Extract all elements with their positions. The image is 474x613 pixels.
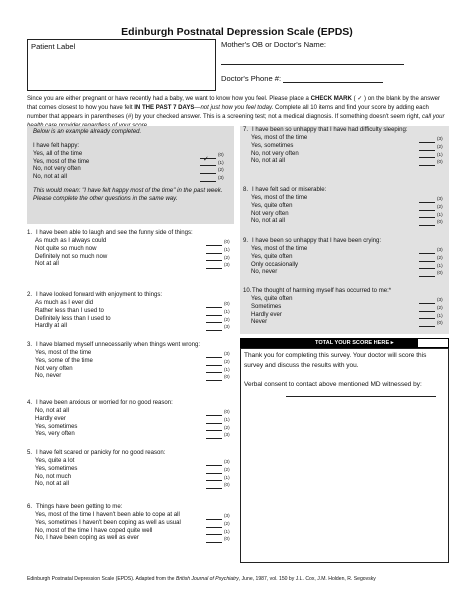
- answer-option: [35, 528, 234, 536]
- answer-blank[interactable]: [206, 248, 222, 254]
- question-1: [27, 230, 234, 269]
- answer-blank[interactable]: [206, 317, 222, 323]
- question-text: I have been so unhappy that I have had difficulty sleeping:: [252, 127, 408, 133]
- answer-label: Yes, most of the time I haven't been able to cope at all: [35, 511, 180, 518]
- answer-label: Sometimes: [251, 303, 282, 310]
- question-text: I have been anxious or worried for no good reason:: [36, 400, 173, 406]
- question-number: 1.: [27, 230, 33, 236]
- example-meaning: This would mean: "I have felt happy most of the time" in the past week. Please complete the other questions in the same way.: [33, 188, 223, 202]
- answer-label: Yes, quite often: [251, 253, 293, 260]
- answer-options: [243, 195, 447, 226]
- thank-you-text: Thank you for completing this survey. Your doctor will score this survey and discuss the results with you.: [244, 352, 427, 369]
- answer-label: No, not at all: [35, 407, 69, 414]
- answer-score: (3): [218, 175, 224, 181]
- answer-score: (3): [437, 296, 443, 302]
- answer-option: [33, 156, 228, 167]
- question-text: I have felt sad or miserable:: [252, 187, 327, 193]
- phone-row: [221, 74, 383, 83]
- check-mark-icon: ✓: [203, 156, 209, 164]
- answer-option: [251, 203, 447, 211]
- answer-score: (3): [224, 262, 230, 268]
- answer-option: [251, 246, 447, 254]
- answer-label: Yes, most of the time: [251, 134, 308, 141]
- answer-option: [35, 431, 234, 439]
- answer-score: (1): [224, 246, 230, 252]
- answer-score: (3): [224, 512, 230, 518]
- answer-score: (3): [437, 195, 443, 201]
- question-number: 3.: [27, 342, 33, 348]
- answer-score: (2): [437, 143, 443, 149]
- question-heading: [27, 342, 234, 350]
- answer-option: [251, 218, 447, 226]
- question-7: [243, 127, 447, 166]
- answer-label: Yes, quite often: [251, 202, 293, 209]
- answer-label: Definitely less than I used to: [35, 315, 111, 322]
- answer-option: [251, 195, 447, 203]
- answer-label: Yes, most of the time: [251, 245, 308, 252]
- answer-blank[interactable]: [206, 425, 222, 431]
- answer-option: [251, 269, 447, 277]
- answer-option: [251, 254, 447, 262]
- question-number: 5.: [27, 450, 33, 456]
- answer-label: Yes, sometimes: [251, 142, 294, 149]
- answer-option: [35, 261, 234, 269]
- answer-option: [35, 416, 234, 424]
- patient-label: Patient Label: [31, 42, 76, 51]
- answer-label: No, not at all: [251, 158, 285, 165]
- answer-score: (0): [224, 300, 230, 306]
- answer-blank[interactable]: [206, 410, 222, 416]
- answer-blank[interactable]: [200, 168, 216, 174]
- answer-blank[interactable]: [419, 248, 435, 254]
- answer-options: [27, 350, 234, 381]
- answer-label: Not quite so much now: [35, 245, 97, 252]
- answer-option: [251, 211, 447, 219]
- answer-option: [35, 512, 234, 520]
- answer-label: Yes, all of the time: [33, 150, 83, 157]
- answer-option: [33, 166, 228, 174]
- answer-label: Never: [251, 319, 268, 326]
- phone-field[interactable]: [283, 75, 383, 83]
- answer-label: As much as I always could: [35, 237, 107, 244]
- answer-score: (2): [224, 424, 230, 430]
- answer-options: [243, 135, 447, 166]
- question-number: 2.: [27, 292, 33, 298]
- question-number: 4.: [27, 400, 33, 406]
- answer-label: Yes, quite often: [251, 295, 293, 302]
- answer-option: [35, 308, 234, 316]
- answer-score: (3): [224, 458, 230, 464]
- answer-blank[interactable]: [200, 156, 216, 166]
- intro-text-4: Complete all 10 items and find your score by adding each number that appears in parentheses (#) by your checked answer. This is a screening test; not a medical diagnosis. If something doesn't seem right,: [27, 104, 429, 120]
- answer-option: [35, 458, 234, 466]
- answer-label: Yes, sometimes: [35, 423, 78, 430]
- answer-score: (2): [437, 254, 443, 260]
- answer-score: (3): [224, 432, 230, 438]
- example-options: [33, 151, 228, 182]
- answer-option: [35, 424, 234, 432]
- question-6: [27, 504, 234, 543]
- answer-label: No, not much: [35, 473, 71, 480]
- answer-blank[interactable]: [206, 240, 222, 246]
- intro-text-2: ( ✓ ) on the blank by the answer that comes closest to how you have felt: [27, 96, 441, 111]
- answer-score: (3): [224, 350, 230, 356]
- answer-label: No, never: [251, 269, 278, 276]
- ob-name-field[interactable]: [221, 64, 404, 65]
- question-9: [243, 238, 447, 277]
- intro-past-7-days: IN THE PAST 7 DAYS: [134, 104, 195, 111]
- phone-label: Doctor's Phone #:: [221, 74, 282, 83]
- answer-score: (0): [437, 320, 443, 326]
- answer-blank[interactable]: [419, 205, 435, 211]
- question-number: 7.: [243, 127, 249, 133]
- answer-option: [251, 312, 447, 320]
- answer-blank[interactable]: [419, 256, 435, 262]
- answer-blank[interactable]: [419, 271, 435, 277]
- answer-option: [35, 520, 234, 528]
- answer-blank[interactable]: [206, 433, 222, 439]
- answer-score: (0): [224, 238, 230, 244]
- answer-option: [251, 319, 447, 327]
- ob-name-label: Mother's OB or Doctor's Name:: [221, 40, 327, 49]
- question-heading: [243, 187, 447, 195]
- answer-blank[interactable]: [206, 263, 222, 269]
- answer-options: [27, 408, 234, 439]
- answer-option: [251, 262, 447, 270]
- answer-label: No, not at all: [251, 218, 285, 225]
- answer-label: No, not at all: [35, 481, 69, 488]
- answer-option: [251, 151, 447, 159]
- answer-option: [35, 474, 234, 482]
- answer-option: [251, 296, 447, 304]
- question-heading: [27, 292, 234, 300]
- question-heading: [27, 400, 234, 408]
- question-3: [27, 342, 234, 381]
- answer-score: (1): [437, 312, 443, 318]
- answer-options: [27, 300, 234, 331]
- answer-blank[interactable]: [419, 263, 435, 269]
- answer-score: (0): [224, 408, 230, 414]
- thank-you-box: [240, 348, 449, 563]
- answer-option: [35, 466, 234, 474]
- answer-score: (2): [437, 304, 443, 310]
- answer-options: [243, 246, 447, 277]
- question-number: 8.: [243, 187, 249, 193]
- answer-label: Rather less than I used to: [35, 307, 104, 314]
- answer-blank[interactable]: [419, 160, 435, 166]
- answer-options: [27, 458, 234, 489]
- answer-blank[interactable]: [206, 255, 222, 261]
- answer-label: Not very often: [35, 365, 73, 372]
- answer-blank[interactable]: [206, 418, 222, 424]
- answer-score: (2): [224, 466, 230, 472]
- question-2: [27, 292, 234, 331]
- answer-blank[interactable]: [206, 302, 222, 308]
- answer-option: [35, 481, 234, 489]
- answer-label: Definitely not so much now: [35, 253, 108, 260]
- example-box: [27, 126, 234, 224]
- question-heading: [27, 230, 234, 238]
- answer-score: (1): [218, 159, 224, 165]
- question-number: 10.: [243, 288, 252, 294]
- question-heading: [243, 238, 447, 246]
- answer-blank[interactable]: [206, 360, 222, 366]
- question-heading: [243, 127, 447, 135]
- answer-blank[interactable]: [206, 514, 222, 520]
- answer-label: Yes, most of the time: [33, 158, 90, 165]
- answer-label: No, never: [35, 373, 62, 380]
- answer-blank[interactable]: [206, 483, 222, 489]
- answer-blank[interactable]: [419, 197, 435, 203]
- answer-label: No, not at all: [33, 174, 67, 181]
- answer-option: [33, 151, 228, 159]
- footer-text-1: Edinburgh Postnatal Depression Scale (EPDS). Adapted from the: [27, 576, 176, 582]
- answer-options: [27, 512, 234, 543]
- total-score-label: TOTAL YOUR SCORE HERE ▸: [315, 340, 394, 346]
- answer-score: (0): [437, 270, 443, 276]
- intro-dash: —: [194, 104, 201, 111]
- question-text: I have looked forward with enjoyment to things:: [36, 292, 163, 298]
- answer-label: Yes, most of the time: [251, 194, 308, 201]
- answer-score: (1): [224, 366, 230, 372]
- answer-score: (2): [224, 520, 230, 526]
- answer-option: [35, 316, 234, 324]
- answer-score: (2): [224, 254, 230, 260]
- answer-option: [35, 366, 234, 374]
- answer-blank[interactable]: [419, 145, 435, 151]
- footer-citation: [27, 576, 376, 582]
- answer-option: [35, 254, 234, 262]
- answer-score: (1): [224, 528, 230, 534]
- answer-score: (1): [437, 151, 443, 157]
- answer-label: No, not very often: [33, 166, 81, 173]
- answer-label: As much as I ever did: [35, 299, 94, 306]
- answer-option: [35, 358, 234, 366]
- answer-score: (1): [437, 262, 443, 268]
- answer-score: (2): [224, 316, 230, 322]
- footer-text-2: , June, 1987, vol. 150 by J.L. Cox, J.M. Holden, R. Segovsky: [238, 576, 376, 582]
- answer-options: [243, 296, 447, 327]
- answer-score: (0): [224, 536, 230, 542]
- patient-label-box[interactable]: [27, 39, 216, 91]
- example-heading: Below is an example already completed.: [33, 129, 142, 135]
- answer-score: (0): [218, 151, 224, 157]
- answer-blank[interactable]: [206, 529, 222, 535]
- answer-option: [35, 535, 234, 543]
- answer-blank[interactable]: [419, 152, 435, 158]
- answer-option: [251, 304, 447, 312]
- question-text: I have been able to laugh and see the funny side of things:: [36, 230, 193, 236]
- answer-score: (1): [224, 474, 230, 480]
- answer-label: Hardly ever: [251, 311, 282, 318]
- answer-option: [35, 300, 234, 308]
- answer-option: [251, 143, 447, 151]
- answer-label: Hardly at all: [35, 323, 67, 330]
- answer-label: Hardly ever: [35, 415, 66, 422]
- answer-blank[interactable]: [206, 537, 222, 543]
- question-text: Things have been getting to me:: [36, 504, 123, 510]
- answer-label: Not very often: [251, 210, 289, 217]
- answer-blank[interactable]: [419, 137, 435, 143]
- answer-score: (1): [437, 211, 443, 217]
- answer-blank[interactable]: [206, 367, 222, 373]
- answer-blank[interactable]: [419, 220, 435, 226]
- answer-option: [35, 238, 234, 246]
- question-number: 6.: [27, 504, 33, 510]
- answer-label: No, most of the time I have coped quite well: [35, 527, 153, 534]
- answer-blank[interactable]: [206, 475, 222, 481]
- answer-score: (0): [437, 159, 443, 165]
- answer-option: [35, 408, 234, 416]
- answer-score: (3): [437, 135, 443, 141]
- intro-check-mark: CHECK MARK: [310, 96, 352, 102]
- answer-score: (1): [224, 416, 230, 422]
- answer-blank[interactable]: [206, 522, 222, 528]
- question-number: 9.: [243, 238, 249, 244]
- answer-label: Yes, quite a lot: [35, 457, 75, 464]
- answer-blank[interactable]: [206, 325, 222, 331]
- question-8: [243, 187, 447, 226]
- question-text: The thought of harming myself has occurred to me:*: [252, 288, 392, 294]
- question-10: [243, 288, 447, 327]
- page-title: Edinburgh Postnatal Depression Scale (EPDS): [121, 26, 353, 38]
- answer-option: [35, 246, 234, 254]
- answer-option: [35, 350, 234, 358]
- answer-option: [35, 373, 234, 381]
- footer-journal: British Journal of Psychiatry: [175, 576, 239, 582]
- answer-score: (0): [224, 374, 230, 380]
- answer-score: (0): [437, 219, 443, 225]
- answer-score: (3): [224, 324, 230, 330]
- answer-blank[interactable]: [206, 468, 222, 474]
- answer-option: [35, 323, 234, 331]
- answer-score: (0): [224, 482, 230, 488]
- total-score-field[interactable]: [417, 338, 449, 348]
- answer-label: Yes, most of the time: [35, 349, 92, 356]
- question-4: [27, 400, 234, 439]
- total-score-bar: [240, 338, 449, 348]
- question-text: I have blamed myself unnecessarily when things went wrong:: [36, 342, 201, 348]
- answer-blank[interactable]: [206, 352, 222, 358]
- answer-label: Yes, very often: [35, 431, 75, 438]
- answer-score: (2): [437, 203, 443, 209]
- witness-signature-field[interactable]: [286, 390, 436, 397]
- answer-blank[interactable]: [419, 321, 435, 327]
- answer-label: Only occasionally: [251, 261, 299, 268]
- example-question: I have felt happy:: [33, 142, 80, 149]
- question-text: I have been so unhappy that I have been crying:: [252, 238, 382, 244]
- answer-options: [27, 238, 234, 269]
- answer-label: Yes, sometimes: [35, 465, 78, 472]
- answer-score: (2): [224, 358, 230, 364]
- intro-not-just: not just how you feel today.: [200, 104, 274, 111]
- answer-option: [251, 158, 447, 166]
- intro-text-1: Since you are either pregnant or have recently had a baby, we want to know how you feel. Please place a: [27, 96, 311, 102]
- question-5: [27, 450, 234, 489]
- answer-score: (1): [224, 308, 230, 314]
- answer-label: Yes, sometimes I haven't been coping as well as usual: [35, 519, 181, 526]
- question-heading: [27, 504, 234, 512]
- answer-label: No, not very often: [251, 150, 299, 157]
- question-heading: [27, 450, 234, 458]
- answer-blank[interactable]: [419, 298, 435, 304]
- answer-blank[interactable]: [206, 375, 222, 381]
- answer-option: [33, 174, 228, 182]
- answer-score: (2): [218, 167, 224, 173]
- answer-blank[interactable]: [419, 313, 435, 319]
- question-text: I have felt scared or panicky for no good reason:: [36, 450, 166, 456]
- answer-label: Yes, some of the time: [35, 357, 93, 364]
- answer-label: No, I have been coping as well as ever: [35, 535, 139, 542]
- answer-label: Not at all: [35, 261, 59, 268]
- answer-blank[interactable]: [206, 460, 222, 466]
- answer-blank[interactable]: [419, 306, 435, 312]
- answer-option: [251, 135, 447, 143]
- answer-blank[interactable]: [419, 212, 435, 218]
- answer-score: (3): [437, 246, 443, 252]
- answer-blank[interactable]: [200, 176, 216, 182]
- intro-call: call your: [421, 113, 445, 120]
- consent-text: Verbal consent to contact above mentioned MD witnessed by:: [244, 381, 422, 388]
- question-heading: [243, 288, 447, 296]
- answer-blank[interactable]: [206, 310, 222, 316]
